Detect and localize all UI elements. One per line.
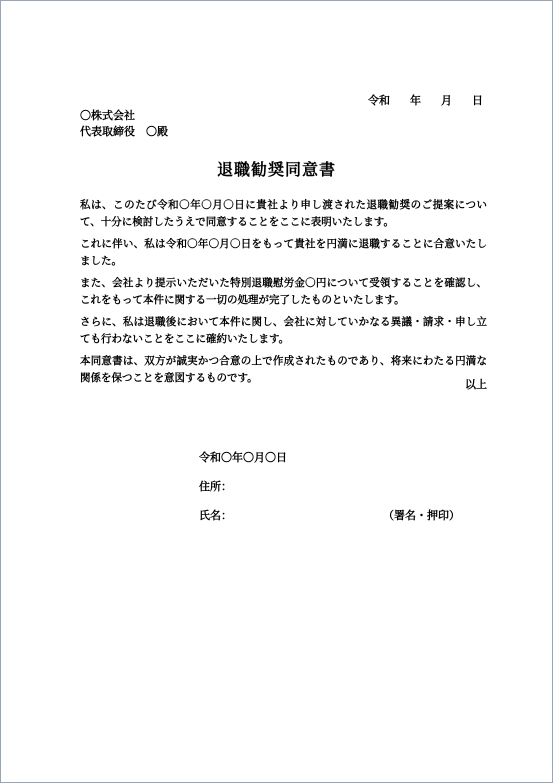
recipient-ceo: 代表取締役 〇殿 xyxy=(80,125,168,138)
body-paragraph: 本同意書は、双方が誠実かつ合意の上で作成されたものであり、将来にわたる円満な関係を保つことを意図するものです。 xyxy=(80,355,487,384)
recipient-company: 〇株式会社 xyxy=(80,109,135,122)
header-day-label: 日 xyxy=(472,94,483,107)
body-paragraph: これに伴い、私は令和〇年〇月〇日をもって貴社を円満に退職することに合意いたしました。 xyxy=(80,238,487,267)
body-paragraph: さらに、私は退職後において本件に関し、会社に対していかなる異議・請求・申し立ても行わないことをここに確約いたします。 xyxy=(80,316,487,345)
document-body xyxy=(80,197,487,392)
header-date xyxy=(368,92,483,108)
body-paragraph: 私は、このたび令和〇年〇月〇日に貴社より申し渡された退職勧奨のご提案について、十分に検討したうえで同意することをここに表明いたします。 xyxy=(80,199,487,228)
header-year-label: 年 xyxy=(410,94,421,107)
signature-date: 令和〇年〇月〇日 xyxy=(199,451,287,464)
closing-mark: 以上 xyxy=(465,378,487,391)
header-era: 令和 xyxy=(368,94,390,107)
body-paragraph: また、会社より提示いただいた特別退職慰労金〇円について受領することを確認し、これをもって本件に関する一切の処理が完了したものといたします。 xyxy=(80,277,487,306)
name-label: 氏名： xyxy=(199,509,232,522)
header-month-label: 月 xyxy=(441,94,452,107)
address-label: 住所： xyxy=(199,480,232,493)
seal-note: （署名・押印） xyxy=(383,509,460,522)
document-title: 退職勧奨同意書 xyxy=(216,160,336,179)
